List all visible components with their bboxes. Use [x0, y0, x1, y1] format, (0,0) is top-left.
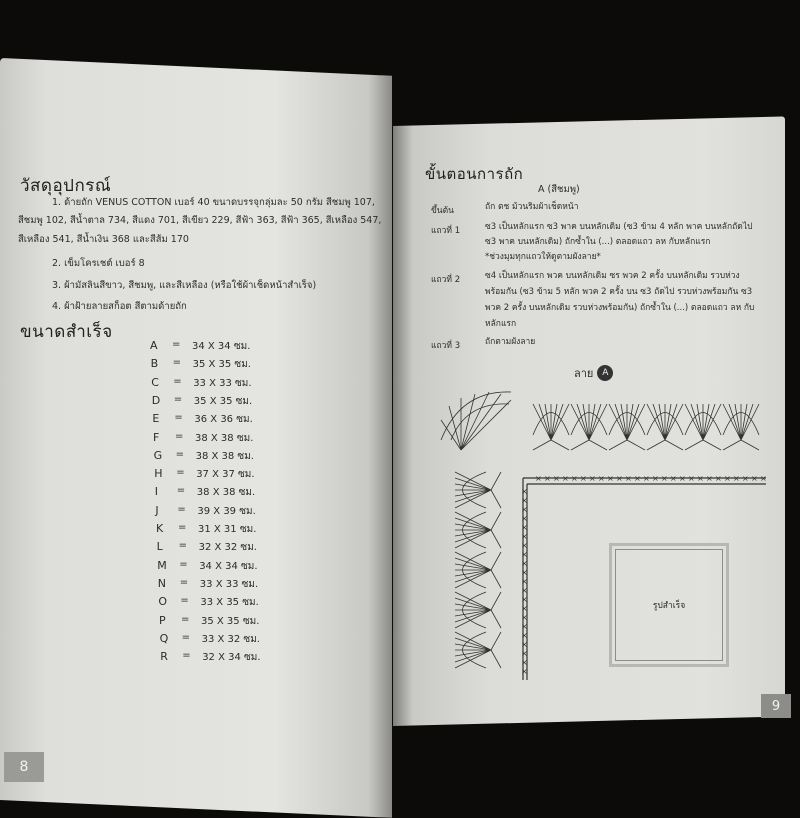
page-number-right: 9	[761, 694, 791, 718]
start-label: ขึ้นต้น	[431, 206, 454, 216]
chart-x-mark: ×	[521, 613, 528, 622]
chart-corner-fan	[441, 392, 511, 450]
size-equals: =	[181, 613, 190, 625]
chart-x-mark: ×	[521, 514, 528, 523]
size-equals: =	[175, 448, 184, 460]
chart-x-mark: ×	[562, 474, 569, 483]
size-row	[150, 339, 250, 354]
chart-x-marks-left	[521, 487, 528, 676]
size-letter: C	[151, 375, 159, 389]
size-value: 33 X 32 ซม.	[201, 633, 260, 645]
row2-label: แถวที่ 2	[431, 275, 461, 285]
size-letter: Q	[159, 631, 169, 645]
chart-x-mark: ×	[589, 474, 596, 483]
chart-x-mark: ×	[625, 474, 632, 483]
chart-fan-top	[533, 404, 569, 450]
chart-x-mark: ×	[521, 577, 528, 586]
chart-x-mark: ×	[706, 474, 713, 483]
size-equals: =	[172, 339, 181, 350]
diagram-title-text: ลาย	[574, 367, 594, 380]
chart-fan-left	[455, 512, 501, 548]
chart-x-mark: ×	[652, 474, 659, 483]
size-letter: F	[153, 430, 160, 444]
size-value: 39 X 39 ซม.	[197, 505, 256, 517]
chart-fan-left	[455, 592, 501, 628]
chart-x-mark: ×	[521, 559, 528, 568]
size-row	[159, 614, 259, 629]
size-row	[151, 357, 251, 372]
chart-x-mark: ×	[742, 474, 749, 483]
chart-fan-top	[723, 404, 759, 450]
steps-heading: ขั้นตอนการถัก	[425, 165, 524, 183]
chart-x-mark: ×	[724, 474, 731, 483]
row1-line-3: *ช่วงมุมทุกแถวให้ดูตามผังลาย*	[485, 252, 601, 262]
chart-x-mark: ×	[521, 640, 528, 649]
chart-x-mark: ×	[521, 532, 528, 541]
size-row	[155, 485, 255, 500]
chart-x-mark: ×	[661, 474, 668, 483]
size-value: 35 X 35 ซม.	[201, 615, 260, 627]
chart-x-mark: ×	[521, 550, 528, 559]
size-equals: =	[181, 631, 190, 643]
size-row	[154, 449, 254, 464]
page-number-left: 8	[4, 752, 44, 782]
chart-x-mark: ×	[521, 505, 528, 514]
size-equals: =	[176, 485, 186, 497]
size-equals: =	[175, 430, 184, 442]
size-value: 34 X 34 ซม.	[199, 560, 258, 572]
row2-line-1: ซ4 เป็นหลักแรก พวค บนหลักเดิม ซร พวค 2 ครั้ง บนหลักเดิม รวบห่วง	[485, 271, 740, 281]
chart-x-mark: ×	[598, 474, 605, 483]
size-value: 34 X 34 ซม.	[192, 341, 251, 352]
size-letter: O	[158, 595, 168, 609]
chart-x-mark: ×	[715, 474, 722, 483]
size-value: 33 X 35 ซม.	[200, 597, 259, 609]
chart-x-mark: ×	[733, 474, 740, 483]
chart-x-mark: ×	[544, 474, 551, 483]
chart-x-mark: ×	[521, 667, 528, 676]
size-letter: P	[159, 613, 166, 627]
size-value: 33 X 33 ซม.	[199, 578, 259, 590]
size-row	[152, 394, 252, 409]
size-value: 35 X 35 ซม.	[192, 359, 251, 371]
size-row	[158, 577, 258, 592]
chart-x-mark: ×	[607, 474, 614, 483]
chart-x-mark: ×	[634, 474, 641, 483]
size-equals: =	[172, 357, 181, 369]
chart-x-mark: ×	[521, 586, 528, 595]
row1-label: แถวที่ 1	[431, 226, 461, 236]
size-equals: =	[180, 595, 189, 607]
chart-x-mark: ×	[760, 474, 767, 483]
size-equals: =	[174, 412, 183, 424]
chart-x-mark: ×	[521, 622, 528, 631]
row3-text: ถักตามผังลาย	[485, 337, 536, 347]
size-value: 32 X 32 ซม.	[198, 542, 257, 554]
chart-x-mark: ×	[521, 568, 528, 577]
materials-item-2: 2. เข็มโครเชต์ เบอร์ 8	[52, 258, 145, 269]
size-row	[153, 431, 253, 446]
chart-x-mark: ×	[521, 658, 528, 667]
size-equals: =	[179, 576, 189, 588]
chart-x-mark: ×	[697, 474, 704, 483]
size-equals: =	[178, 522, 187, 533]
materials-item-1-cont-b: สีเหลือง 541, สีน้ำเงิน 368 และสีส้ม 170	[18, 234, 189, 245]
finished-label: รูปสำเร็จ	[652, 601, 686, 611]
size-row	[151, 376, 251, 391]
size-value: 38 X 38 ซม.	[196, 487, 256, 499]
diagram-badge: A	[597, 365, 613, 381]
row2-line-4: หลักแรก	[485, 319, 517, 329]
chart-fan-left	[455, 632, 501, 668]
row2-line-2: พร้อมกัน (ซ3 ข้าม 5 หลัก พวค 2 ครั้ง บน ซ3 ถัดไป รวบห่วงพร้อมกัน ซ3	[485, 287, 753, 297]
chart-x-mark: ×	[521, 604, 528, 613]
materials-item-4: 4. ผ้าฝ้ายลายสก็อต สีตามด้ายถัก	[52, 301, 187, 312]
size-row	[160, 632, 260, 647]
row1-line-2: ซ3 พาค บนหลักเดิม) ถักซ้ำใน (...) ตลอดแถว ลห กับหลักแรก	[485, 237, 711, 247]
materials-heading: วัสดุอุปกรณ์	[20, 176, 112, 196]
right-page	[393, 0, 785, 800]
size-letter: L	[156, 540, 163, 554]
size-value: 37 X 37 ซม.	[196, 469, 255, 481]
size-value: 38 X 38 ซม.	[195, 432, 254, 444]
chart-fan-left	[455, 552, 501, 588]
size-letter: K	[156, 522, 164, 535]
chart-x-mark: ×	[521, 523, 528, 532]
size-equals: =	[177, 503, 186, 515]
size-letter: A	[150, 339, 158, 352]
materials-item-1: 1. ด้ายถัก VENUS COTTON เบอร์ 40 ขนาดบรรจุกลุ่มละ 50 กรัม สีชมพู 107,	[52, 197, 375, 208]
row2-line-3: พวค 2 ครั้ง บนหลักเดิม รวบห่วงพร้อมกัน) ถักซ้ำใน (...) ตลอดแถว ลห กับ	[485, 303, 755, 313]
chart-x-mark: ×	[670, 474, 677, 483]
size-value: 36 X 36 ซม.	[194, 414, 253, 426]
size-heading: ขนาดสำเร็จ	[20, 322, 113, 342]
size-row	[157, 540, 257, 555]
size-letter: I	[154, 485, 159, 499]
chart-x-mark: ×	[521, 487, 528, 496]
size-equals: =	[179, 558, 188, 570]
chart-fan-top	[571, 404, 607, 450]
chart-x-mark: ×	[688, 474, 695, 483]
chart-x-mark: ×	[580, 474, 587, 483]
size-letter: M	[157, 558, 167, 572]
chart-x-mark: ×	[521, 649, 528, 658]
size-letter: J	[155, 503, 159, 517]
size-row	[152, 412, 252, 427]
chart-x-mark: ×	[571, 474, 578, 483]
size-row	[155, 504, 255, 519]
size-letter: N	[157, 576, 167, 590]
size-equals: =	[176, 467, 185, 479]
size-equals: =	[173, 393, 183, 405]
size-value: 31 X 31 ซม.	[198, 524, 257, 535]
size-value: 33 X 33 ซม.	[193, 377, 252, 389]
size-letter: E	[152, 412, 160, 426]
size-row	[156, 522, 256, 537]
chart-fan-top	[647, 404, 683, 450]
chart-x-mark: ×	[521, 595, 528, 604]
chart-x-mark: ×	[679, 474, 686, 483]
chart-x-mark: ×	[616, 474, 623, 483]
row1-line-1: ซ3 เป็นหลักแรก ซ3 พาค บนหลักเดิม (ซ3 ข้าม 4 หลัก พาค บนหลักถัดไป	[485, 222, 753, 232]
chart-x-mark: ×	[535, 474, 542, 483]
size-equals: =	[182, 650, 191, 662]
size-letter: D	[151, 393, 161, 407]
row3-label: แถวที่ 3	[431, 341, 461, 351]
size-row	[160, 650, 260, 665]
chart-x-mark: ×	[751, 474, 758, 483]
size-value: 32 X 34 ซม.	[202, 652, 261, 664]
materials-item-1-cont-a: สีชมพู 102, สีน้ำตาล 734, สีแดง 701, สีเขียว 229, สีฟ้า 363, สีฟ้า 365, สีเหลือง 547,	[18, 215, 382, 226]
pattern-name: A (สีชมพู)	[538, 184, 580, 195]
size-value: 38 X 38 ซม.	[195, 450, 254, 462]
chart-x-mark: ×	[521, 541, 528, 550]
size-value: 35 X 35 ซม.	[193, 395, 253, 407]
chart-x-mark: ×	[521, 631, 528, 640]
start-text: ถัก ตช ม้วนริมผ้าเช็ดหน้า	[485, 202, 579, 212]
size-equals: =	[173, 375, 182, 387]
chart-x-mark: ×	[643, 474, 650, 483]
left-page	[0, 0, 392, 800]
size-letter: R	[160, 650, 168, 664]
chart-x-mark: ×	[521, 496, 528, 505]
chart-fan-top	[609, 404, 645, 450]
chart-fans-left	[455, 472, 501, 668]
size-letter: G	[153, 448, 163, 462]
size-letter: H	[154, 467, 163, 481]
finished-square	[609, 543, 729, 667]
materials-item-3: 3. ผ้ามัสลินสีขาว, สีชมพู, และสีเหลือง (หรือใช้ผ้าเช็ดหน้าสำเร็จ)	[52, 280, 317, 291]
size-row	[158, 595, 258, 610]
chart-fan-left	[455, 472, 501, 508]
size-letter: B	[150, 357, 159, 371]
size-equals: =	[178, 540, 187, 552]
chart-fans-top	[533, 404, 759, 450]
size-row	[154, 467, 254, 482]
size-row	[157, 559, 257, 574]
chart-x-mark: ×	[553, 474, 560, 483]
chart-fan-top	[685, 404, 721, 450]
